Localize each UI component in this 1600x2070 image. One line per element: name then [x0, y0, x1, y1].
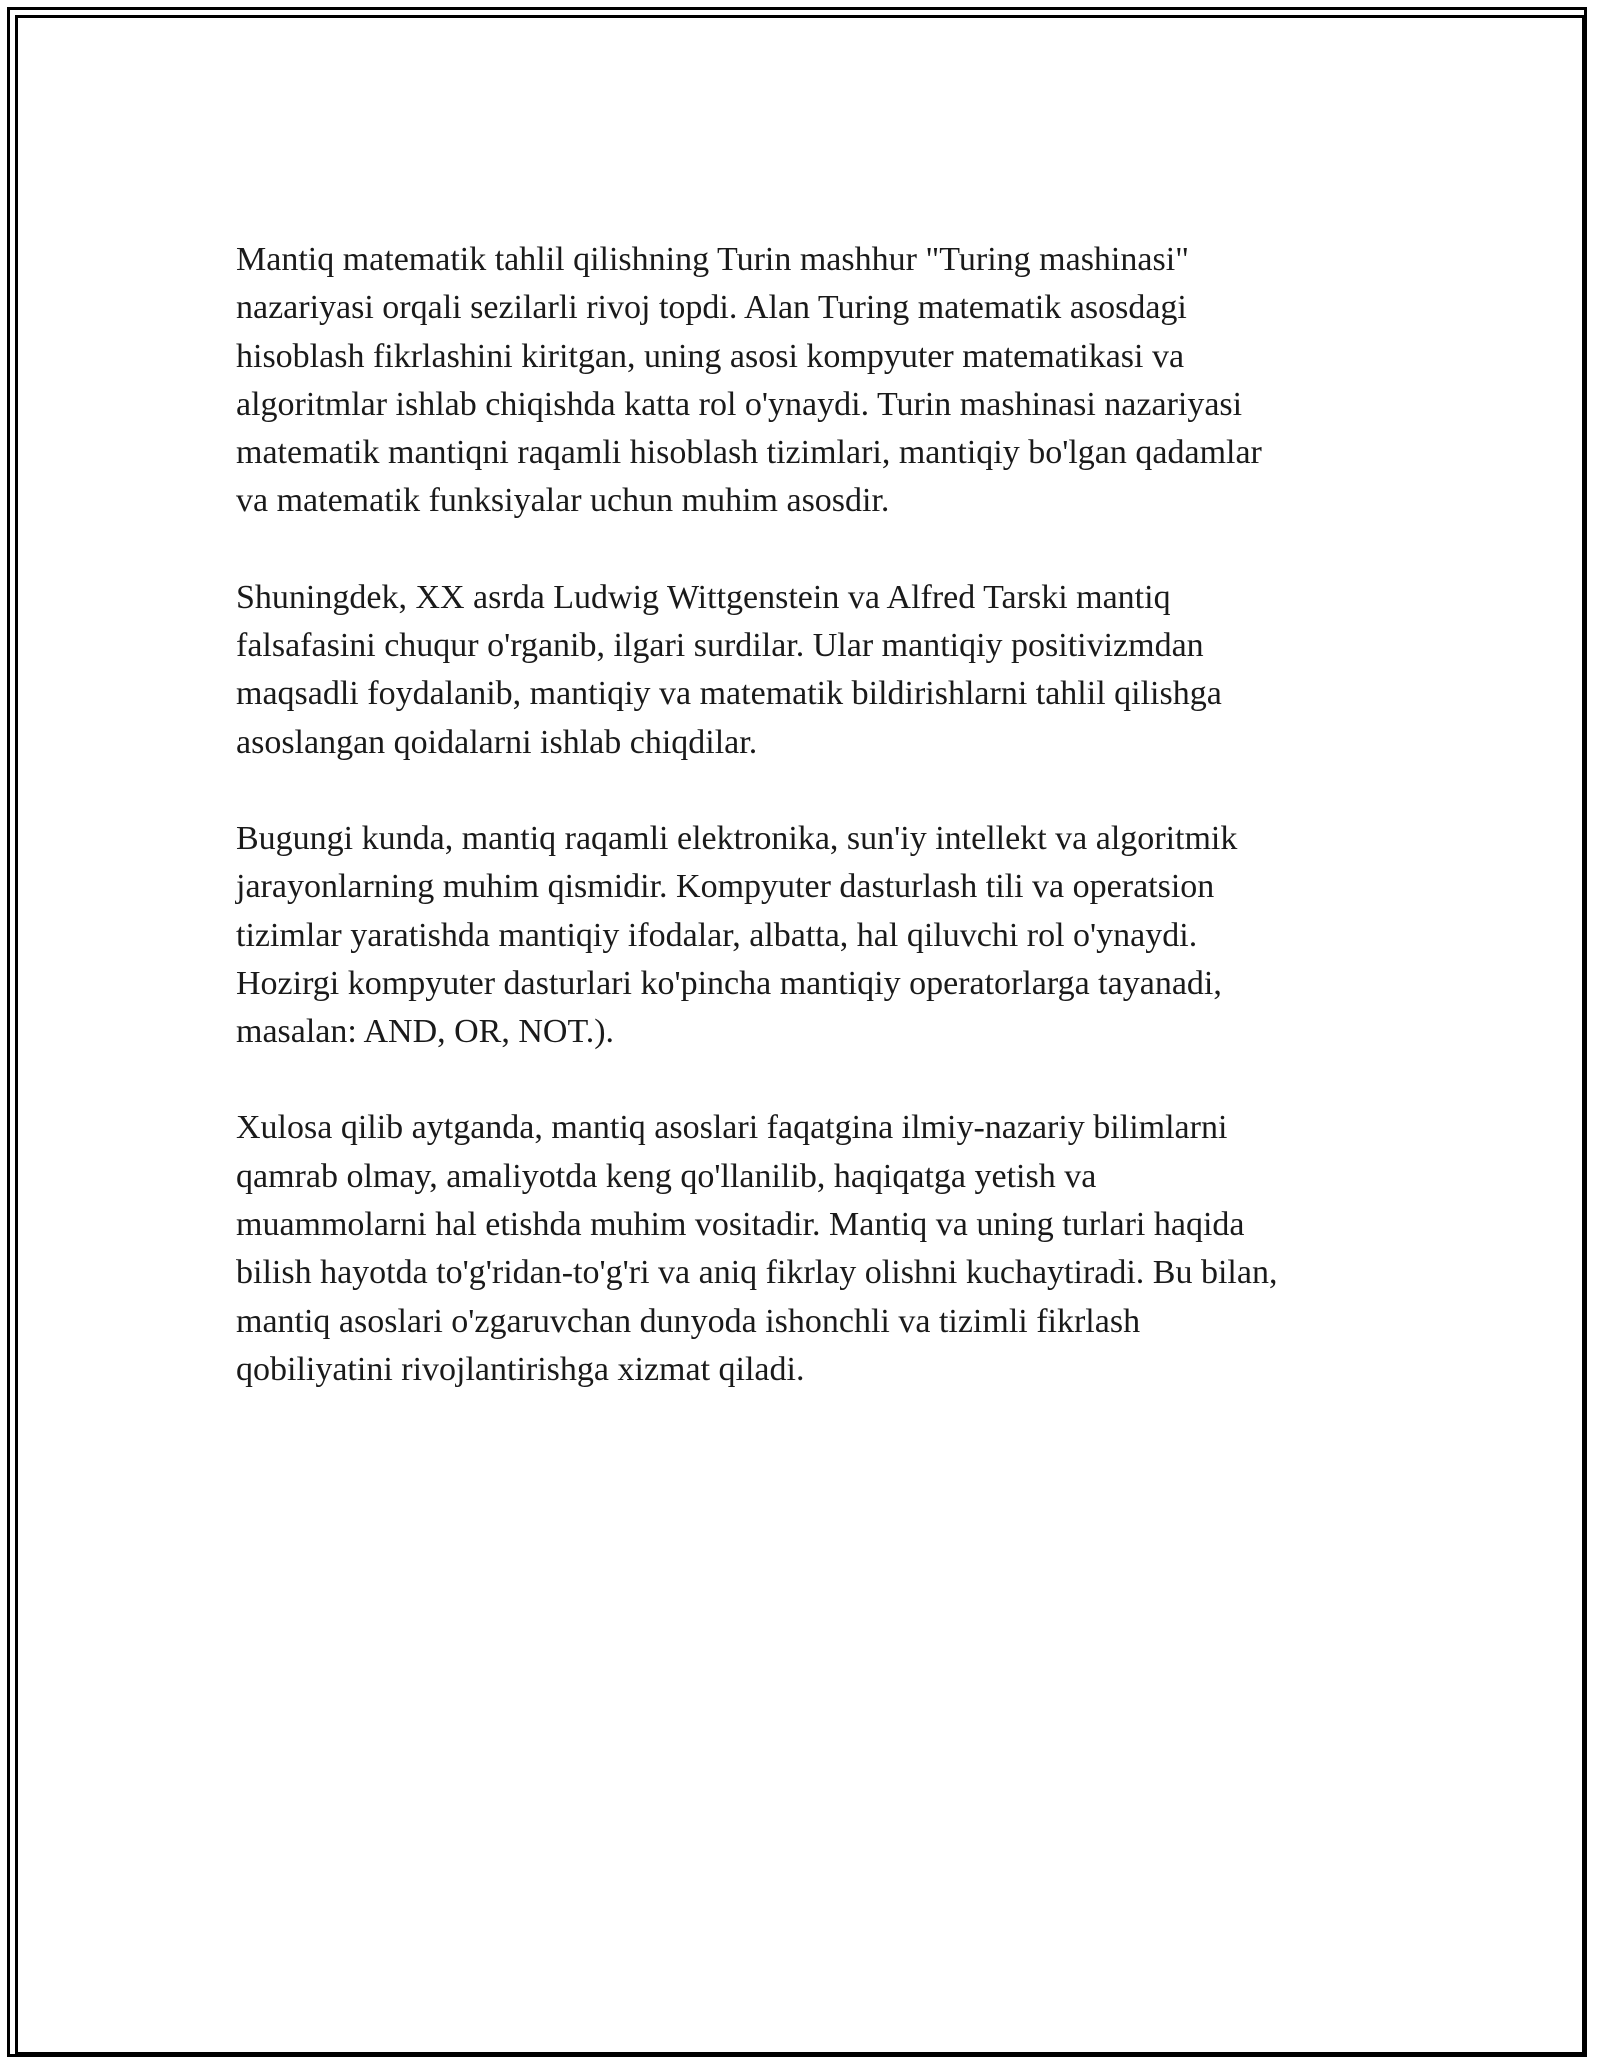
paragraph-line: nazariyasi orqali sezilarli rivoj topdi. Alan Turing matematik asosdagi [236, 289, 1187, 327]
paragraph-line: va matematik funksiyalar uchun muhim asosdir. [236, 482, 890, 520]
paragraph-line: Mantiq matematik tahlil qilishning Turin mashhur "Turing mashinasi" [236, 241, 1190, 278]
paragraph-4 [236, 1104, 1376, 1394]
document-body [236, 236, 1376, 1442]
paragraph-line: masalan: AND, OR, NOT.). [236, 1013, 615, 1051]
paragraph-line: maqsadli foydalanib, mantiqiy va matematik bildirishlarni tahlil qilishga [236, 675, 1222, 713]
paragraph-line: hisoblash fikrlashini kiritgan, uning asosi kompyuter matematikasi va [236, 337, 1185, 375]
paragraph-line: qamrab olmay, amaliyotda keng qo'llanilib, haqiqatga yetish va [236, 1157, 1097, 1195]
paragraph-2 [236, 574, 1376, 767]
paragraph-line: muammolarni hal etishda muhim vositadir. Mantiq va uning turlari haqida [236, 1206, 1245, 1244]
paragraph-line: Bugungi kunda, mantiq raqamli elektronika, sun'iy intellekt va algoritmik [236, 819, 1238, 857]
paragraph-line: asoslangan qoidalarni ishlab chiqdilar. [236, 723, 758, 761]
paragraph-line: mantiq asoslari o'zgaruvchan dunyoda ishonchli va tizimli fikrlash [236, 1302, 1141, 1340]
paragraph-line: matematik mantiqni raqamli hisoblash tizimlari, mantiqiy bo'lgan qadamlar [236, 434, 1262, 472]
paragraph-3 [236, 815, 1376, 1056]
paragraph-line: qobiliyatini rivojlantirishga xizmat qiladi. [236, 1350, 805, 1388]
paragraph-line: jarayonlarning muhim qismidir. Kompyuter dasturlash tili va operatsion [236, 868, 1215, 906]
paragraph-line: Hozirgi kompyuter dasturlari ko'pincha mantiqiy operatorlarga tayanadi, [236, 964, 1222, 1002]
paragraph-1 [236, 236, 1376, 526]
paragraph-line: Shuningdek, XX asrda Ludwig Wittgenstein va Alfred Tarski mantiq [236, 578, 1171, 616]
paragraph-line: tizimlar yaratishda mantiqiy ifodalar, albatta, hal qiluvchi rol o'ynaydi. [236, 916, 1198, 954]
paragraph-line: falsafasini chuqur o'rganib, ilgari surdilar. Ular mantiqiy positivizmdan [236, 627, 1204, 665]
paragraph-line: algoritmlar ishlab chiqishda katta rol o'ynaydi. Turin mashinasi nazariyasi [236, 385, 1243, 423]
paragraph-line: bilish hayotda to'g'ridan-to'g'ri va aniq fikrlay olishni kuchaytiradi. Bu bilan, [236, 1254, 1278, 1292]
paragraph-line: Xulosa qilib aytganda, mantiq asoslari faqatgina ilmiy-nazariy bilimlarni [236, 1109, 1228, 1147]
